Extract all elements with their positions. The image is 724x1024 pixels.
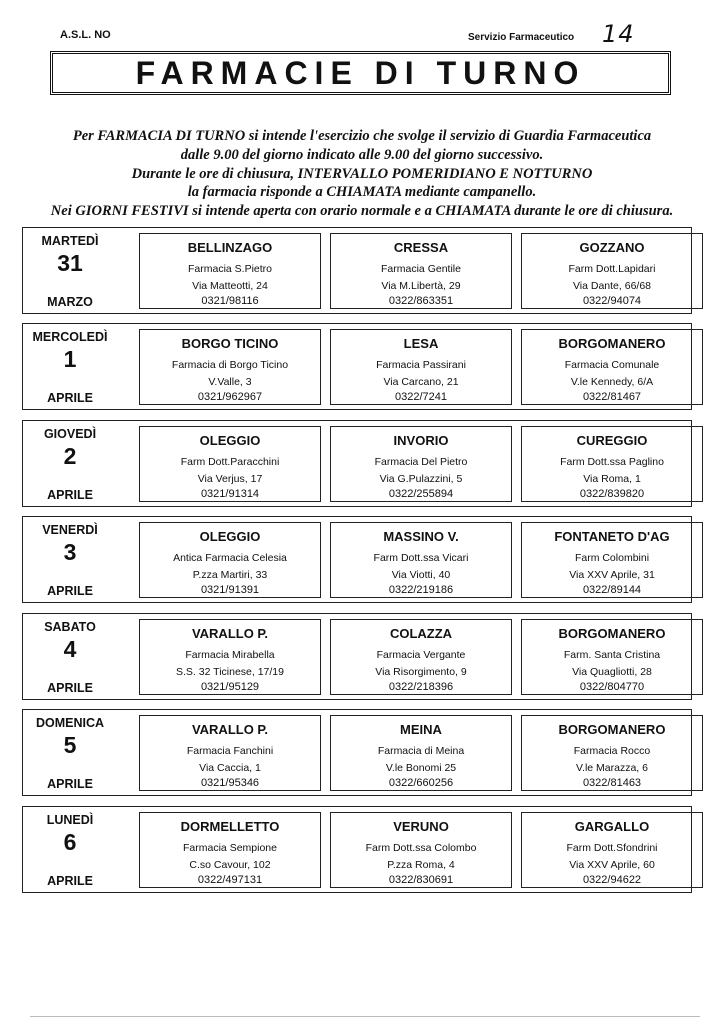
pharmacy-name: Farmacia Comunale: [564, 359, 660, 371]
page-title: FARMACIE DI TURNO: [135, 54, 586, 91]
pharmacy-town: VARALLO P.: [191, 626, 269, 641]
pharmacy-phone: 0322/81467: [582, 391, 642, 403]
pharmacy-name: Farmacia Passirani: [376, 359, 466, 371]
pharmacy-card: [521, 426, 703, 502]
pharmacy-town: INVORIO: [393, 433, 449, 448]
pharmacy-name: Farm Dott.ssa Colombo: [365, 842, 477, 854]
pharmacy-phone: 0322/660256: [388, 777, 454, 789]
day-number: 31: [57, 250, 83, 276]
pharmacy-name: Farm Dott.Paracchini: [180, 456, 280, 468]
pharmacy-card: [139, 426, 321, 502]
pharmacy-name: Farm Dott.ssa Paglino: [560, 456, 664, 468]
day-name: MERCOLEDÌ: [32, 330, 108, 344]
pharmacy-address: Via XXV Aprile, 31: [569, 569, 655, 581]
pharmacy-town: DORMELLETTO: [180, 819, 280, 834]
pharmacy-address: V.le Kennedy, 6/A: [570, 376, 654, 388]
pharmacy-name: Farmacia di Meina: [377, 745, 465, 757]
pharmacy-address: V.le Bonomi 25: [385, 762, 457, 774]
pharmacy-card: [521, 812, 703, 888]
day-block: [22, 806, 692, 893]
pharmacy-card: [139, 329, 321, 405]
day-number: 5: [63, 732, 77, 758]
pharmacy-card: [330, 329, 512, 405]
pharmacy-name: Farmacia Mirabella: [185, 649, 275, 661]
day-name: MARTEDÌ: [41, 234, 99, 248]
pharmacy-town: VARALLO P.: [191, 722, 269, 737]
title-box: [50, 51, 671, 95]
header-left: A.S.L. NO: [60, 29, 111, 41]
day-column: [23, 614, 117, 699]
pharmacy-phone: 0321/95129: [200, 681, 260, 693]
pharmacy-card: [521, 233, 703, 309]
pharmacy-town: BELLINZAGO: [187, 240, 273, 255]
pharmacy-town: MASSINO V.: [383, 529, 459, 544]
pharmacy-card: [330, 426, 512, 502]
day-block: [22, 227, 692, 314]
pharmacy-address: C.so Cavour, 102: [189, 859, 271, 871]
pharmacy-card: [139, 619, 321, 695]
pharmacy-phone: 0322/219186: [388, 584, 454, 596]
pharmacy-card: [139, 812, 321, 888]
day-column: [23, 710, 117, 795]
pharmacy-phone: 0322/255894: [388, 488, 454, 500]
day-number: 1: [63, 346, 77, 372]
pharmacy-card: [521, 522, 703, 598]
day-month: APRILE: [47, 488, 93, 502]
intro-line: Durante le ore di chiusura, INTERVALLO POMERIDIANO E NOTTURNO: [131, 165, 593, 182]
day-month: APRILE: [47, 391, 93, 405]
pharmacy-address: Via Roma, 1: [583, 473, 641, 485]
pharmacy-name: Farm Dott.ssa Vicari: [373, 552, 469, 564]
pharmacy-name: Farmacia Fanchini: [186, 745, 274, 757]
pharmacy-phone: 0322/94622: [582, 874, 642, 886]
pharmacy-name: Farmacia di Borgo Ticino: [171, 359, 289, 371]
day-column: [23, 517, 117, 602]
day-block: [22, 516, 692, 603]
pharmacy-card: [330, 812, 512, 888]
pharmacy-town: COLAZZA: [389, 626, 453, 641]
day-column: [23, 228, 117, 313]
pharmacy-town: FONTANETO D'AG: [554, 529, 670, 544]
pharmacy-phone: 0322/81463: [582, 777, 642, 789]
bottom-rule: [30, 1016, 700, 1017]
pharmacy-address: Via Carcano, 21: [383, 376, 459, 388]
pharmacy-phone: 0322/863351: [388, 295, 454, 307]
pharmacy-card: [139, 522, 321, 598]
pharmacy-phone: 0321/98116: [201, 295, 259, 307]
pharmacy-phone: 0322/218396: [388, 681, 454, 693]
pharmacy-phone: 0322/830691: [388, 874, 454, 886]
pharmacy-town: OLEGGIO: [199, 433, 261, 448]
pharmacy-town: CRESSA: [393, 240, 449, 255]
pharmacy-card: [521, 329, 703, 405]
intro-text: [20, 127, 704, 221]
header-right: Servizio Farmaceutico: [468, 32, 575, 43]
pharmacy-address: Via Risorgimento, 9: [375, 666, 467, 678]
pharmacy-town: OLEGGIO: [199, 529, 261, 544]
pharmacy-name: Farm. Santa Cristina: [563, 649, 661, 661]
pharmacy-address: Via Quagliotti, 28: [572, 666, 652, 678]
pharmacy-town: GARGALLO: [574, 819, 650, 834]
pharmacy-address: Via G.Pulazzini, 5: [379, 473, 463, 485]
pharmacy-phone: 0321/91391: [200, 584, 260, 596]
pharmacy-town: MEINA: [400, 722, 442, 737]
day-month: MARZO: [47, 295, 93, 309]
pharmacy-phone: 0322/839820: [579, 488, 645, 500]
day-month: APRILE: [47, 681, 93, 695]
day-name: LUNEDÌ: [46, 813, 94, 827]
page-number: 14: [602, 20, 635, 48]
day-name: SABATO: [44, 620, 96, 634]
pharmacy-town: BORGO TICINO: [181, 336, 279, 351]
pharmacy-address: Via Viotti, 40: [391, 569, 451, 581]
pharmacy-address: V.Valle, 3: [208, 376, 252, 388]
day-column: [23, 807, 117, 892]
pharmacy-card: [330, 715, 512, 791]
day-number: 6: [63, 829, 77, 855]
pharmacy-town: BORGOMANERO: [558, 722, 666, 737]
pharmacy-card: [330, 233, 512, 309]
pharmacy-phone: 0321/95346: [200, 777, 260, 789]
pharmacy-phone: 0322/804770: [579, 681, 645, 693]
pharmacy-address: Via Verjus, 17: [197, 473, 263, 485]
pharmacy-address: Via Caccia, 1: [199, 762, 261, 774]
pharmacy-address: P.zza Martiri, 33: [192, 569, 268, 581]
pharmacy-name: Antica Farmacia Celesia: [173, 552, 287, 564]
pharmacy-phone: 0322/89144: [582, 584, 642, 596]
pharmacy-address: Via M.Libertà, 29: [381, 280, 461, 292]
day-block: [22, 420, 692, 507]
intro-line: Per FARMACIA DI TURNO si intende l'esercizio che svolge il servizio di Guardia Farmaceutica: [72, 128, 652, 144]
pharmacy-town: BORGOMANERO: [558, 626, 666, 641]
pharmacy-card: [330, 619, 512, 695]
pharmacy-address: Via XXV Aprile, 60: [569, 859, 655, 871]
pharmacy-card: [521, 619, 703, 695]
pharmacy-name: Farmacia Del Pietro: [374, 456, 468, 468]
day-month: APRILE: [47, 777, 93, 791]
day-block: [22, 323, 692, 410]
pharmacy-card: [139, 715, 321, 791]
pharmacy-name: Farmacia Vergante: [376, 649, 466, 661]
pharmacy-name: Farmacia S.Pietro: [187, 263, 273, 275]
pharmacy-town: BORGOMANERO: [558, 336, 666, 351]
day-number: 2: [63, 443, 77, 469]
day-month: APRILE: [47, 584, 93, 598]
intro-line: la farmacia risponde a CHIAMATA mediante campanello.: [187, 184, 537, 201]
pharmacy-phone: 0322/94074: [582, 295, 642, 307]
day-name: VENERDÌ: [42, 523, 98, 537]
day-number: 4: [63, 636, 77, 662]
day-block: [22, 613, 692, 700]
pharmacy-name: Farm Dott.Lapidari: [568, 263, 656, 275]
day-name: GIOVEDÌ: [43, 427, 97, 441]
pharmacy-town: VERUNO: [393, 819, 449, 834]
pharmacy-card: [521, 715, 703, 791]
pharmacy-name: Farm Colombini: [574, 552, 650, 564]
pharmacy-address: S.S. 32 Ticinese, 17/19: [176, 666, 284, 678]
pharmacy-address: Via Matteotti, 24: [192, 280, 268, 292]
day-column: [23, 421, 117, 506]
pharmacy-card: [330, 522, 512, 598]
day-column: [23, 324, 117, 409]
pharmacy-phone: 0321/962967: [197, 391, 263, 403]
pharmacy-name: Farmacia Rocco: [573, 745, 651, 757]
pharmacy-phone: 0322/7241: [395, 391, 447, 403]
pharmacy-phone: 0321/91314: [200, 488, 260, 500]
pharmacy-card: [139, 233, 321, 309]
pharmacy-address: Via Dante, 66/68: [572, 280, 652, 292]
intro-line: dalle 9.00 del giorno indicato alle 9.00 del giorno successivo.: [180, 146, 544, 163]
pharmacy-address: V.le Marazza, 6: [576, 762, 648, 774]
day-block: [22, 709, 692, 796]
pharmacy-name: Farm Dott.Sfondrini: [566, 842, 658, 854]
pharmacy-name: Farmacia Gentile: [381, 263, 461, 275]
pharmacy-name: Farmacia Sempione: [183, 842, 277, 854]
pharmacy-address: P.zza Roma, 4: [387, 859, 455, 871]
pharmacy-town: GOZZANO: [579, 240, 645, 255]
day-number: 3: [63, 539, 77, 565]
pharmacy-phone: 0322/497131: [197, 874, 263, 886]
pharmacy-town: CUREGGIO: [576, 433, 648, 448]
day-month: APRILE: [47, 874, 93, 888]
day-name: DOMENICA: [35, 716, 105, 730]
pharmacy-town: LESA: [403, 336, 439, 351]
intro-line: Nei GIORNI FESTIVI si intende aperta con orario normale e a CHIAMATA durante le ore di chiusura.: [50, 203, 674, 220]
